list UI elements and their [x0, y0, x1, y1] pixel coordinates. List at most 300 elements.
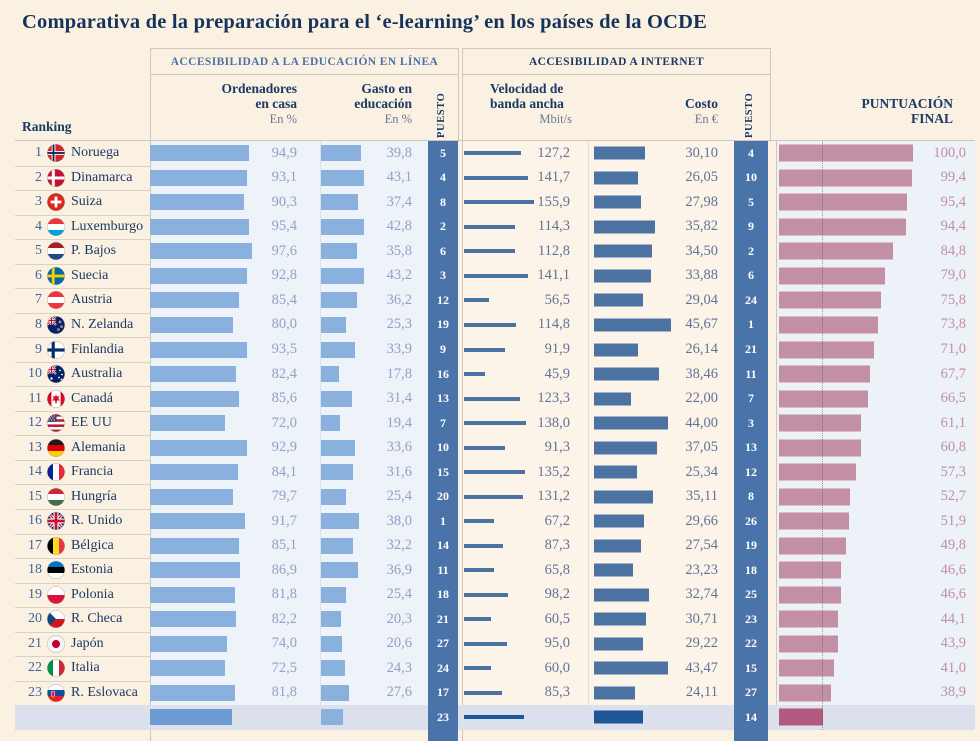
table-row [0, 264, 980, 289]
spending-bar [321, 489, 346, 505]
computers-bar [150, 170, 247, 186]
cost-bar [594, 711, 643, 724]
cost-bar [594, 171, 638, 184]
computers-bar [150, 464, 238, 480]
column-header-spending: Gasto en educación En % [310, 81, 412, 127]
spending-bar [321, 464, 353, 480]
computers-bar [150, 145, 249, 161]
puesto-internet-value: 13 [734, 435, 768, 460]
spending-value: 25,4 [386, 586, 412, 603]
country-label: R. Checa [71, 611, 123, 627]
speed-bar [464, 274, 528, 278]
score-value: 71,0 [940, 341, 966, 358]
spending-bar [321, 709, 343, 725]
spending-bar [321, 660, 345, 676]
puesto-online-value: 24 [428, 656, 458, 681]
computers-value: 85,4 [271, 291, 297, 308]
cost-bar [594, 588, 649, 601]
table-row [0, 337, 980, 362]
spending-bar [321, 415, 340, 431]
rank-number: 10 [28, 366, 42, 382]
computers-bar [150, 685, 235, 701]
cost-value: 22,00 [685, 390, 718, 407]
column-unit-computers: En % [269, 112, 297, 126]
score-value: 51,9 [940, 512, 966, 529]
speed-value: 67,2 [544, 512, 570, 529]
cost-value: 35,82 [685, 218, 718, 235]
cost-bar [594, 368, 659, 381]
rank-number: 1 [35, 145, 42, 161]
score-bar [779, 366, 870, 383]
cost-bar [594, 196, 641, 209]
spending-value: 43,2 [386, 267, 412, 284]
puesto-online-value: 19 [428, 313, 458, 338]
spending-value: 32,2 [386, 537, 412, 554]
country-label: Italia [71, 660, 100, 676]
speed-bar [464, 249, 515, 253]
table-row [0, 141, 980, 166]
puesto-internet-value: 21 [734, 337, 768, 362]
speed-bar [464, 421, 526, 425]
cost-bar [594, 539, 641, 552]
spending-value: 38,0 [386, 512, 412, 529]
flag-au-icon [47, 362, 66, 387]
rank-number: 3 [35, 194, 42, 210]
spending-value: 39,8 [386, 144, 412, 161]
score-bar [779, 292, 881, 309]
country-label: Bélgica [71, 537, 114, 553]
puesto-internet-value: 26 [734, 509, 768, 534]
spending-value: 24,3 [386, 659, 412, 676]
cost-bar [594, 392, 631, 405]
page-title: Comparativa de la preparación para el ‘e-learning’ en los países de la OCDE [22, 11, 708, 33]
cost-bar [594, 490, 653, 503]
computers-bar [150, 243, 252, 259]
speed-value: 141,7 [537, 169, 570, 186]
country-label: Dinamarca [71, 169, 133, 185]
speed-value: 60,0 [544, 659, 570, 676]
spending-bar [321, 268, 364, 284]
table-row [0, 534, 980, 559]
rank-number: 7 [35, 292, 42, 308]
puesto-internet-value: 14 [734, 705, 768, 730]
speed-bar [464, 151, 521, 155]
computers-bar [150, 391, 239, 407]
speed-bar [464, 348, 505, 352]
speed-value: 65,8 [544, 561, 570, 578]
speed-value: 141,1 [537, 267, 570, 284]
cost-value: 37,05 [685, 439, 718, 456]
puesto-internet-value: 4 [734, 141, 768, 166]
computers-value: 90,3 [271, 193, 297, 210]
speed-bar [464, 617, 491, 621]
spending-bar [321, 292, 357, 308]
spending-value: 37,4 [386, 193, 412, 210]
score-value: 73,8 [940, 316, 966, 333]
score-bar [779, 684, 831, 701]
flag-fr-icon [47, 460, 66, 485]
rank-number: 18 [28, 562, 42, 578]
computers-bar [150, 366, 236, 382]
rank-number: 14 [28, 464, 42, 480]
computers-value: 93,1 [271, 169, 297, 186]
computers-value: 80,0 [271, 316, 297, 333]
spending-value: 36,9 [386, 561, 412, 578]
table-body [0, 141, 980, 730]
computers-bar [150, 415, 225, 431]
spending-value: 31,4 [386, 390, 412, 407]
column-header-final-score: PUNTUACIÓN FINAL [861, 96, 953, 126]
country-label: Luxemburgo [71, 218, 144, 234]
score-bar [779, 586, 841, 603]
score-value: 75,8 [940, 291, 966, 308]
speed-bar [464, 372, 485, 376]
spending-bar [321, 587, 346, 603]
computers-value: 81,8 [271, 684, 297, 701]
rank-number: 6 [35, 267, 42, 283]
puesto-internet-value: 11 [734, 362, 768, 387]
flag-fi-icon [47, 337, 66, 362]
score-value: 43,9 [940, 635, 966, 652]
rank-number: 16 [28, 513, 42, 529]
puesto-internet-value: 15 [734, 656, 768, 681]
table-row [0, 558, 980, 583]
flag-hu-icon [47, 484, 66, 509]
rank-number: 12 [28, 415, 42, 431]
speed-value: 45,9 [544, 365, 570, 382]
cost-bar [594, 147, 645, 160]
country-label: Hungría [71, 488, 117, 504]
computers-value: 84,1 [271, 463, 297, 480]
computers-bar [150, 587, 235, 603]
speed-value: 112,8 [537, 242, 570, 259]
puesto-online-value: 27 [428, 632, 458, 657]
score-value: 52,7 [940, 488, 966, 505]
country-label: R. Eslovaca [71, 684, 138, 700]
computers-bar [150, 513, 245, 529]
rank-number: 20 [28, 611, 42, 627]
cost-bar [594, 220, 655, 233]
speed-bar [464, 519, 494, 523]
computers-bar [150, 709, 232, 725]
puesto-online-value: 23 [428, 705, 458, 730]
flag-at-icon [47, 288, 66, 313]
speed-bar [464, 544, 503, 548]
cost-value: 32,74 [685, 586, 718, 603]
speed-bar [464, 495, 523, 499]
rank-number: 13 [28, 439, 42, 455]
flag-jp-icon [47, 632, 66, 657]
cost-value: 30,71 [685, 610, 718, 627]
spending-bar [321, 342, 355, 358]
puesto-internet-value: 22 [734, 632, 768, 657]
cost-bar [594, 318, 671, 331]
speed-value: 135,2 [537, 463, 570, 480]
speed-bar [464, 225, 515, 229]
spending-bar [321, 170, 364, 186]
cost-value: 26,14 [685, 341, 718, 358]
speed-value: 91,9 [544, 341, 570, 358]
flag-lu-icon [47, 215, 66, 240]
computers-value: 74,0 [271, 635, 297, 652]
speed-value: 127,2 [537, 144, 570, 161]
speed-bar [464, 176, 528, 180]
spending-value: 25,3 [386, 316, 412, 333]
computers-bar [150, 636, 227, 652]
speed-bar [464, 470, 525, 474]
table-row [0, 607, 980, 632]
computers-value: 85,6 [271, 390, 297, 407]
spending-value: 27,6 [386, 684, 412, 701]
country-label: Polonia [71, 586, 114, 602]
speed-value: 56,5 [544, 291, 570, 308]
speed-value: 155,9 [537, 193, 570, 210]
spending-bar [321, 366, 339, 382]
spending-bar [321, 243, 357, 259]
score-value: 66,5 [940, 390, 966, 407]
cost-value: 44,00 [685, 414, 718, 431]
rank-number: 22 [28, 660, 42, 676]
spending-value: 31,6 [386, 463, 412, 480]
score-value: 41,0 [940, 659, 966, 676]
spending-value: 20,3 [386, 610, 412, 627]
score-value: 99,4 [940, 169, 966, 186]
spending-bar [321, 513, 359, 529]
score-bar [779, 316, 878, 333]
puesto-online-value: 2 [428, 215, 458, 240]
flag-nz-icon [47, 313, 66, 338]
score-bar [779, 562, 841, 579]
spending-bar [321, 391, 352, 407]
table-row [0, 386, 980, 411]
cost-value: 29,04 [685, 291, 718, 308]
computers-value: 82,4 [271, 365, 297, 382]
flag-pl-icon [47, 583, 66, 608]
spending-bar [321, 440, 355, 456]
speed-value: 87,3 [544, 537, 570, 554]
score-value: 84,8 [940, 242, 966, 259]
spending-value: 25,4 [386, 488, 412, 505]
cost-bar [594, 515, 644, 528]
puesto-internet-value: 10 [734, 166, 768, 191]
puesto-online-value: 15 [428, 460, 458, 485]
spending-value: 35,8 [386, 242, 412, 259]
table-row [0, 656, 980, 681]
speed-bar [464, 200, 534, 204]
table-row [0, 435, 980, 460]
flag-cz-icon [47, 607, 66, 632]
puesto-online-value: 21 [428, 607, 458, 632]
table-row [0, 362, 980, 387]
speed-value: 95,0 [544, 635, 570, 652]
puesto-internet-value: 19 [734, 534, 768, 559]
rank-number: 2 [35, 169, 42, 185]
flag-sk-icon [47, 681, 66, 706]
computers-bar [150, 194, 244, 210]
flag-it-icon [47, 656, 66, 681]
spain-score-reference-line [822, 141, 823, 730]
cost-bar [594, 294, 643, 307]
country-label: Japón [71, 635, 104, 651]
cost-value: 27,54 [685, 537, 718, 554]
puesto-internet-value: 2 [734, 239, 768, 264]
computers-value: 85,1 [271, 537, 297, 554]
spending-bar [321, 611, 341, 627]
score-value: 38,9 [940, 684, 966, 701]
computers-value: 72,0 [271, 414, 297, 431]
table-row [0, 215, 980, 240]
flag-de-icon [47, 435, 66, 460]
puesto-online-value: 12 [428, 288, 458, 313]
computers-value: 79,7 [271, 488, 297, 505]
computers-value: 72,5 [271, 659, 297, 676]
puesto-online-value: 17 [428, 681, 458, 706]
flag-gb-icon [47, 509, 66, 534]
score-bar [779, 611, 838, 628]
spending-bar [321, 194, 358, 210]
flag-us-icon [47, 411, 66, 436]
puesto-internet-value: 25 [734, 583, 768, 608]
cost-bar [594, 686, 635, 699]
computers-value: 97,6 [271, 242, 297, 259]
score-bar [779, 267, 885, 284]
speed-value: 131,2 [537, 488, 570, 505]
score-value: 100,0 [933, 144, 966, 161]
spending-value: 33,9 [386, 341, 412, 358]
ranking-label: Ranking [22, 119, 72, 134]
country-label: Alemania [71, 439, 126, 455]
score-value: 67,7 [940, 365, 966, 382]
puesto-online-value: 16 [428, 362, 458, 387]
column-unit-cost: En € [694, 112, 718, 126]
speed-bar [464, 593, 508, 597]
cost-value: 29,66 [685, 512, 718, 529]
table-row [0, 460, 980, 485]
puesto-online-value: 9 [428, 337, 458, 362]
score-bar [779, 169, 912, 186]
computers-value: 82,2 [271, 610, 297, 627]
puesto-internet-value: 24 [734, 288, 768, 313]
rank-number: 11 [28, 390, 42, 406]
column-header-speed: Velocidad de banda ancha Mbit/s [490, 81, 572, 126]
country-label: Suiza [71, 194, 103, 210]
table-row [0, 239, 980, 264]
puesto-online-value: 4 [428, 166, 458, 191]
speed-value: 123,3 [537, 390, 570, 407]
score-bar [779, 243, 893, 260]
score-bar [779, 439, 861, 456]
cost-bar [594, 662, 668, 675]
cost-value: 29,22 [685, 635, 718, 652]
score-value: 95,4 [940, 193, 966, 210]
computers-bar [150, 219, 249, 235]
score-bar [779, 194, 907, 211]
score-bar [779, 341, 874, 358]
speed-bar [464, 691, 502, 695]
cost-bar [594, 637, 643, 650]
speed-bar [464, 715, 524, 719]
speed-bar [464, 666, 491, 670]
puesto-online-value: 13 [428, 386, 458, 411]
table-row [0, 288, 980, 313]
score-bar [779, 635, 838, 652]
rank-number: 17 [28, 537, 42, 553]
computers-bar [150, 268, 247, 284]
spending-bar [321, 317, 346, 333]
computers-bar [150, 538, 239, 554]
computers-value: 94,9 [271, 144, 297, 161]
spending-value: 43,1 [386, 169, 412, 186]
table-row [0, 166, 980, 191]
computers-value: 92,8 [271, 267, 297, 284]
speed-bar [464, 323, 516, 327]
table-row [0, 411, 980, 436]
puesto-online-value: 20 [428, 484, 458, 509]
score-bar [779, 709, 823, 726]
country-label: Australia [71, 366, 123, 382]
flag-ca-icon [47, 386, 66, 411]
score-bar [779, 660, 834, 677]
score-value: 79,0 [940, 267, 966, 284]
score-value: 49,8 [940, 537, 966, 554]
flag-se-icon [47, 264, 66, 289]
computers-value: 93,5 [271, 341, 297, 358]
speed-value: 60,5 [544, 610, 570, 627]
computers-bar [150, 440, 247, 456]
cost-value: 33,88 [685, 267, 718, 284]
speed-bar [464, 397, 520, 401]
puesto-online-value: 10 [428, 435, 458, 460]
rank-number: 15 [28, 488, 42, 504]
spending-value: 20,6 [386, 635, 412, 652]
puesto-internet-value: 8 [734, 484, 768, 509]
rank-number: 9 [35, 341, 42, 357]
cost-value: 43,47 [685, 659, 718, 676]
flag-nl-icon [47, 239, 66, 264]
spending-value: 17,8 [386, 365, 412, 382]
country-label: P. Bajos [71, 243, 117, 259]
score-value: 57,3 [940, 463, 966, 480]
speed-value: 98,2 [544, 586, 570, 603]
cost-bar [594, 466, 637, 479]
table-row [0, 681, 980, 706]
puesto-online-value: 6 [428, 239, 458, 264]
score-value: 60,8 [940, 439, 966, 456]
column-unit-speed: Mbit/s [539, 112, 572, 126]
puesto-internet-value: 18 [734, 558, 768, 583]
country-label: R. Unido [71, 513, 123, 529]
speed-bar [464, 446, 505, 450]
speed-value: 85,3 [544, 684, 570, 701]
cost-bar [594, 564, 633, 577]
column-header-puesto-2: PUESTO [744, 92, 755, 138]
puesto-internet-value: 3 [734, 411, 768, 436]
table-row [0, 313, 980, 338]
flag-ch-icon [47, 190, 66, 215]
table-row [0, 632, 980, 657]
rank-number: 21 [28, 635, 42, 651]
spending-bar [321, 145, 361, 161]
score-bar [779, 218, 906, 235]
puesto-internet-value: 6 [734, 264, 768, 289]
table-row [0, 705, 980, 730]
puesto-online-value: 18 [428, 583, 458, 608]
puesto-internet-value: 1 [734, 313, 768, 338]
cost-value: 34,50 [685, 242, 718, 259]
puesto-online-value: 11 [428, 558, 458, 583]
puesto-internet-value: 7 [734, 386, 768, 411]
column-header-computers: Ordenadores en casa En % [160, 81, 297, 127]
